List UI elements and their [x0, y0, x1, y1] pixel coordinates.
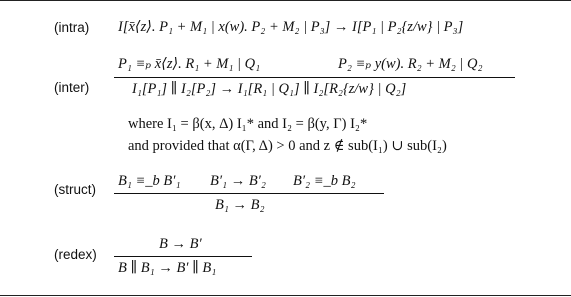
rule-label-inter: (inter) — [54, 80, 90, 95]
struct-inference-line — [114, 193, 384, 194]
intra-formula: I[x̄⟨z⟩. P₁ + M₁ | x(w). P₂ + M₂ | P₃] → I[P₁ | P₂{z/w} | P₃] — [118, 19, 464, 35]
rule-label-intra: (intra) — [54, 20, 90, 35]
inter-side-condition-1: where I₁ = β(x, Δ) I₁* and I₂ = β(y, Γ) I₂* — [128, 116, 368, 132]
inter-premise-1: P₁ ≡ₚ x̄⟨z⟩. R₁ + M₁ | Q₁ — [118, 56, 261, 72]
inter-conclusion: I₁[P₁] ∥ I₂[P₂] → I₁[R₁ | Q₁] ∥ I₂[R₂{z/w} | Q₂] — [132, 81, 407, 97]
bottom-rule — [0, 295, 571, 296]
struct-premise-1: B₁ ≡_b B′₁ — [118, 173, 181, 189]
redex-premise: B → B′ — [159, 236, 202, 252]
inter-side-condition-2: and provided that α(Γ, Δ) > 0 and z ∉ sub(I₁) ∪ sub(I₂) — [128, 138, 447, 154]
rule-label-struct: (struct) — [54, 182, 96, 197]
top-rule — [0, 0, 571, 1]
inter-premise-2: P₂ ≡ₚ y(w). R₂ + M₂ | Q₂ — [338, 56, 483, 72]
redex-conclusion: B ∥ B₁ → B′ ∥ B₁ — [118, 260, 217, 276]
struct-conclusion: B₁ → B₂ — [215, 197, 265, 213]
struct-premise-3: B′₂ ≡_b B₂ — [293, 173, 356, 189]
rule-label-redex: (redex) — [54, 247, 97, 262]
struct-premise-2: B′₁ → B′₂ — [210, 173, 266, 189]
inter-inference-line — [114, 77, 515, 78]
redex-inference-line — [114, 256, 252, 257]
